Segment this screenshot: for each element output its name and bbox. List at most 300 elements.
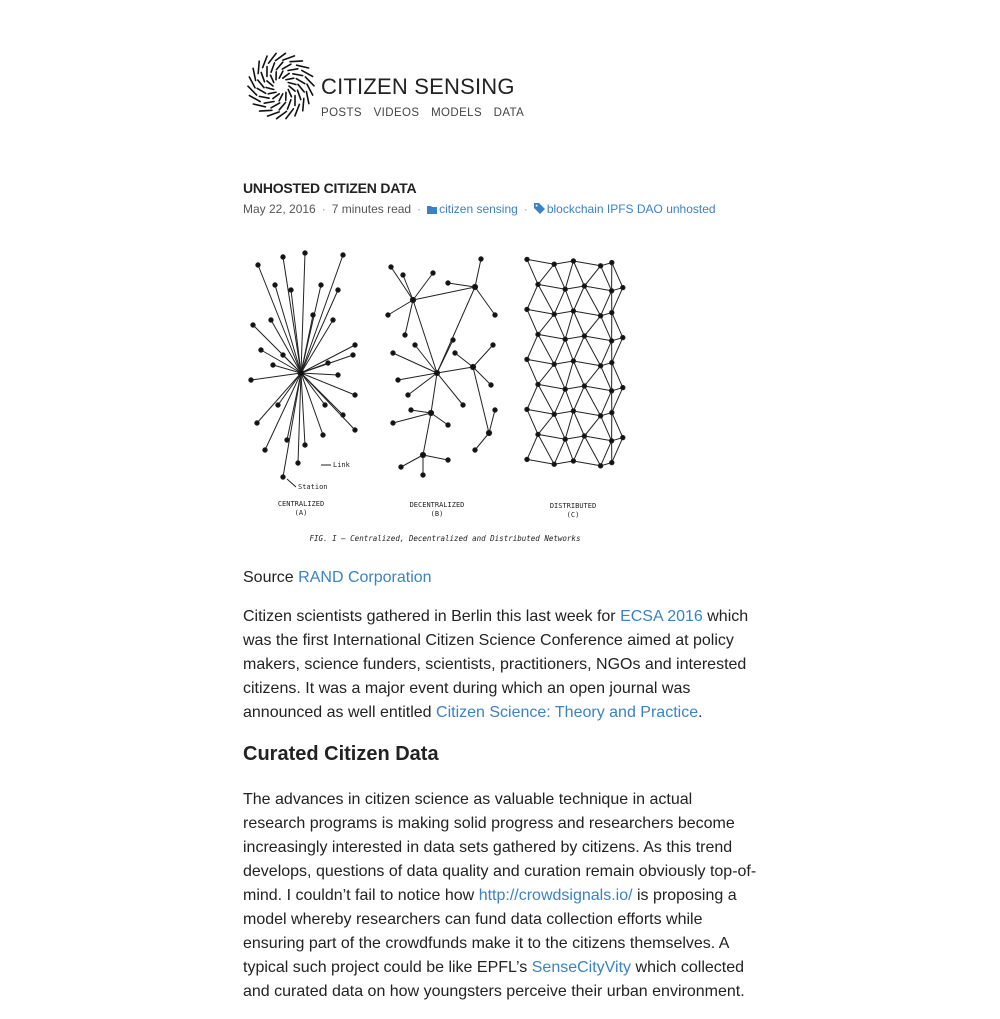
decentralized-label: DECENTRALIZED <box>410 501 465 509</box>
network-node <box>473 448 477 452</box>
meta-separator: · <box>417 202 421 216</box>
network-link <box>423 413 431 455</box>
network-link <box>527 359 538 384</box>
paragraph-text: which was the first International Citizen Science Conference aimed at policy makers, science funders, scientists, practitioners, NGOs and interested citizens. It was a major event during which an open journal was announced as well entitled <box>243 608 748 721</box>
logo-stroke <box>286 109 294 119</box>
network-node <box>336 373 340 377</box>
network-node <box>621 335 625 339</box>
network-node <box>493 313 497 317</box>
network-link <box>554 311 573 314</box>
network-node <box>582 334 586 338</box>
logo-stroke <box>266 87 274 89</box>
logo-stroke <box>253 68 255 80</box>
network-link <box>391 267 413 300</box>
network-link <box>538 314 554 334</box>
logo-stroke <box>264 101 274 103</box>
network-node <box>353 428 357 432</box>
category-link[interactable] <box>427 202 518 216</box>
network-link <box>601 366 612 391</box>
network-node <box>598 464 602 468</box>
network-node <box>336 288 340 292</box>
network-link <box>398 373 437 380</box>
network-node <box>446 281 450 285</box>
network-link <box>431 413 448 425</box>
network-node <box>303 443 307 447</box>
link-label: Link <box>333 461 351 469</box>
network-node <box>609 289 613 293</box>
network-link <box>565 289 573 311</box>
logo-stroke <box>283 56 295 60</box>
network-node <box>269 318 273 322</box>
network-link <box>584 286 611 291</box>
network-link <box>584 336 611 341</box>
meta-separator: · <box>322 202 326 216</box>
network-link <box>527 259 538 284</box>
network-hub <box>298 370 304 376</box>
logo-stroke <box>307 84 313 95</box>
network-node <box>421 473 425 477</box>
centralized-label: CENTRALIZED <box>278 500 324 508</box>
network-link <box>565 411 573 439</box>
network-hub <box>428 410 433 415</box>
network-link <box>527 359 554 364</box>
network-node <box>610 260 614 264</box>
nav-item-data[interactable]: DATA <box>494 107 525 119</box>
paragraph-text: The advances in citizen science as valuable technique in actual research programs is making solid progress and researchers become increasingly interested in data sets gathered by citizens. As this trend develops, questions of data quality and curation remain obviously top-of-mind. I couldn’t fail to notice how <box>243 791 756 904</box>
network-node <box>571 459 575 463</box>
network-node <box>391 421 395 425</box>
network-link <box>554 439 565 464</box>
figure-caption: FIG. I — Centralized, Decentralized and Distributed Networks <box>310 534 581 543</box>
network-link <box>601 316 612 341</box>
network-node <box>552 262 556 266</box>
nav-item-models[interactable]: MODELS <box>431 107 482 119</box>
network-hub <box>486 430 491 435</box>
network-link <box>527 334 538 359</box>
logo-stroke <box>249 77 255 88</box>
network-link <box>527 384 538 409</box>
network-link <box>573 411 584 436</box>
network-link <box>573 286 584 311</box>
network-link <box>584 316 600 336</box>
network-node <box>621 435 625 439</box>
tags-link[interactable] <box>534 202 716 216</box>
logo-stroke <box>268 92 276 94</box>
network-link <box>301 373 338 375</box>
folder-icon <box>427 205 437 214</box>
paragraph-text: which collected and curated data on how youngsters perceive their urban environment. <box>243 959 745 1000</box>
network-link <box>565 311 573 339</box>
network-node <box>609 339 613 343</box>
network-link <box>251 373 301 380</box>
source-line <box>243 566 758 590</box>
logo-stroke <box>288 69 298 71</box>
network-node <box>446 423 450 427</box>
network-link <box>437 340 453 373</box>
logo-stroke <box>295 104 299 116</box>
section-heading: Curated Citizen Data <box>243 740 758 768</box>
network-link <box>473 345 493 367</box>
network-node <box>273 283 277 287</box>
network-link <box>565 436 584 439</box>
network-node <box>563 337 567 341</box>
network-node <box>536 382 540 386</box>
network-link <box>554 314 565 339</box>
network-link <box>612 413 623 438</box>
network-node <box>536 282 540 286</box>
logo-stroke <box>303 98 304 110</box>
network-link <box>554 261 573 264</box>
paragraph-text: . <box>698 704 702 721</box>
network-link <box>538 434 554 464</box>
logo-stroke <box>290 61 302 62</box>
station-label: Station <box>298 483 328 491</box>
centralized-sub: (A) <box>295 509 308 517</box>
network-node <box>525 457 529 461</box>
network-node <box>453 351 457 355</box>
network-hub <box>420 452 425 457</box>
network-node <box>319 283 323 287</box>
network-node <box>610 360 614 364</box>
network-link <box>473 367 489 433</box>
network-link <box>573 436 584 461</box>
network-node <box>571 359 575 363</box>
distributed-label: DISTRIBUTED <box>550 502 596 510</box>
network-link <box>527 309 554 314</box>
network-link <box>573 461 600 466</box>
network-link <box>612 263 623 288</box>
network-node <box>571 309 575 313</box>
network-link <box>401 455 423 467</box>
network-link <box>584 266 600 286</box>
tags-label: blockchain IPFS DAO unhosted <box>547 202 716 216</box>
distributed-sub: (C) <box>567 511 580 519</box>
decentralized-network <box>386 257 497 477</box>
post-date: May 22, 2016 <box>243 202 316 216</box>
citizen-sensing-logo[interactable] <box>243 50 319 122</box>
network-node <box>413 343 417 347</box>
network-node <box>281 255 285 259</box>
network-link <box>554 389 565 414</box>
network-link <box>565 261 573 289</box>
logo-stroke <box>273 94 279 99</box>
network-node <box>571 259 575 263</box>
logo-stroke <box>282 64 291 69</box>
network-node <box>351 353 355 357</box>
network-link <box>573 386 584 411</box>
network-node <box>598 314 602 318</box>
network-link <box>413 287 475 300</box>
centralized-network <box>249 251 357 487</box>
network-link <box>573 336 584 361</box>
network-node <box>331 318 335 322</box>
network-link <box>538 384 565 389</box>
network-node <box>323 403 327 407</box>
network-link <box>527 309 538 334</box>
network-link <box>573 261 584 286</box>
logo-stroke <box>271 75 274 82</box>
network-link <box>489 410 495 433</box>
network-node <box>525 407 529 411</box>
logo-stroke <box>253 104 265 107</box>
network-node <box>536 332 540 336</box>
logo-stroke <box>271 63 274 72</box>
post-title: UNHOSTED CITIZEN DATA <box>243 180 416 196</box>
source-prefix: Source <box>243 569 294 586</box>
logo-stroke <box>293 74 303 76</box>
site-header <box>243 50 758 125</box>
network-node <box>598 364 602 368</box>
network-types-figure <box>243 245 643 550</box>
network-link <box>423 455 448 460</box>
network-link <box>431 373 437 413</box>
network-link <box>565 336 584 339</box>
network-link <box>573 261 600 266</box>
network-link <box>388 300 413 315</box>
network-node <box>493 408 497 412</box>
network-node <box>563 387 567 391</box>
post-meta <box>243 202 716 216</box>
logo-stroke <box>271 103 280 108</box>
network-link <box>437 367 473 373</box>
network-node <box>582 284 586 288</box>
network-node <box>281 353 285 357</box>
network-link <box>554 289 565 314</box>
network-link <box>565 389 573 411</box>
network-link <box>301 355 353 373</box>
network-node <box>552 362 556 366</box>
network-link <box>265 373 301 450</box>
network-node <box>446 458 450 462</box>
network-node <box>285 438 289 442</box>
sensecityvity-link[interactable]: SenseCityVity <box>532 959 631 976</box>
network-node <box>296 461 300 465</box>
network-node <box>353 343 357 347</box>
network-node <box>582 434 586 438</box>
logo-stroke <box>288 83 296 85</box>
network-node <box>353 393 357 397</box>
network-node <box>621 385 625 389</box>
network-link <box>393 353 437 373</box>
network-link <box>283 257 301 373</box>
network-link <box>538 334 554 364</box>
journal-link[interactable]: Citizen Science: Theory and Practice <box>436 704 698 721</box>
network-link <box>475 287 495 315</box>
network-link <box>573 361 584 386</box>
network-link <box>573 361 600 366</box>
station-pointer <box>287 479 296 487</box>
network-node <box>451 338 455 342</box>
network-link <box>573 411 600 416</box>
distributed-network <box>525 257 625 468</box>
network-link <box>408 373 437 395</box>
logo-stroke <box>279 94 283 101</box>
tag-icon <box>534 203 545 214</box>
network-link <box>448 283 475 287</box>
network-link <box>554 411 573 414</box>
network-link <box>527 259 554 264</box>
network-link <box>301 290 338 373</box>
network-link <box>475 259 481 287</box>
network-node <box>582 384 586 388</box>
network-node <box>281 475 285 479</box>
network-link <box>301 373 355 430</box>
network-node <box>409 408 413 412</box>
network-node <box>598 414 602 418</box>
rand-corporation-link[interactable]: RAND Corporation <box>298 569 431 586</box>
network-link <box>554 461 573 464</box>
logo-stroke <box>286 78 294 80</box>
network-link <box>527 459 554 464</box>
network-hub <box>472 284 477 289</box>
network-link <box>527 409 554 414</box>
network-link <box>455 353 473 367</box>
network-link <box>538 284 554 314</box>
network-link <box>473 367 491 385</box>
network-node <box>249 378 253 382</box>
network-link <box>527 284 538 309</box>
network-node <box>489 383 493 387</box>
logo-stroke <box>267 112 279 116</box>
network-link <box>584 366 600 386</box>
network-link <box>612 313 623 338</box>
paragraph-curated <box>243 788 758 1004</box>
network-link <box>554 339 565 364</box>
network-node <box>479 257 483 261</box>
logo-stroke <box>298 84 304 92</box>
network-link <box>584 386 611 391</box>
ecsa-2016-link[interactable]: ECSA 2016 <box>620 608 703 625</box>
network-hub <box>410 297 415 302</box>
network-node <box>563 287 567 291</box>
network-node <box>403 333 407 337</box>
network-node <box>389 265 393 269</box>
network-node <box>609 439 613 443</box>
logo-stroke <box>279 71 283 78</box>
network-node <box>251 323 255 327</box>
meta-separator: · <box>524 202 528 216</box>
paragraph-text: is proposing a model whereby researchers can fund data collection efforts while ensuring part of the crowdfunds make it to the citizens themselves. A typical such project could be like EPFL’s <box>243 887 737 976</box>
logo-stroke <box>261 72 264 81</box>
network-link <box>437 373 463 405</box>
network-node <box>399 465 403 469</box>
logo-stroke <box>283 73 289 78</box>
network-node <box>552 312 556 316</box>
network-node <box>396 378 400 382</box>
logo-stroke <box>269 53 277 63</box>
site-title[interactable]: CITIZEN SENSING <box>321 74 515 100</box>
logo-stroke <box>260 110 272 111</box>
network-link <box>584 336 600 366</box>
network-link <box>601 416 612 441</box>
network-link <box>565 386 584 389</box>
network-link <box>538 334 565 339</box>
network-node <box>525 357 529 361</box>
network-link <box>527 434 538 459</box>
logo-stroke <box>263 56 267 68</box>
logo-stroke <box>258 61 259 73</box>
network-node <box>609 389 613 393</box>
network-link <box>565 339 573 361</box>
network-link <box>573 311 584 336</box>
logo-stroke <box>288 89 291 96</box>
network-node <box>256 263 260 267</box>
logo-stroke <box>289 86 295 91</box>
network-node <box>571 409 575 413</box>
network-link <box>584 286 600 316</box>
network-link <box>393 413 431 423</box>
network-link <box>601 266 612 291</box>
network-link <box>527 409 538 434</box>
category-label: citizen sensing <box>439 202 518 216</box>
network-node <box>289 288 293 292</box>
network-node <box>311 313 315 317</box>
network-node <box>386 313 390 317</box>
network-hub <box>434 370 439 375</box>
read-time: 7 minutes read <box>332 202 411 216</box>
network-node <box>259 348 263 352</box>
network-link <box>413 300 437 373</box>
network-link <box>612 363 623 388</box>
network-node <box>563 437 567 441</box>
network-node <box>598 264 602 268</box>
network-link <box>573 311 600 316</box>
network-link <box>475 433 489 450</box>
network-link <box>538 434 565 439</box>
network-link <box>415 345 437 373</box>
network-node <box>552 412 556 416</box>
network-link <box>554 361 573 364</box>
logo-stroke <box>296 79 305 84</box>
network-node <box>552 462 556 466</box>
network-link <box>538 284 565 289</box>
decentralized-sub: (B) <box>431 510 444 518</box>
network-link <box>565 439 573 461</box>
network-node <box>391 351 395 355</box>
network-node <box>401 273 405 277</box>
network-link <box>584 436 600 466</box>
network-hub <box>470 364 475 369</box>
crowdsignals-link[interactable]: http://crowdsignals.io/ <box>479 887 633 904</box>
network-node <box>341 253 345 257</box>
nav-item-posts[interactable]: POSTS <box>321 107 362 119</box>
network-node <box>536 432 540 436</box>
logo-stroke <box>297 90 300 99</box>
network-link <box>565 361 573 389</box>
network-node <box>610 460 614 464</box>
network-node <box>621 285 625 289</box>
network-node <box>461 403 465 407</box>
network-node <box>406 393 410 397</box>
nav-item-videos[interactable]: VIDEOS <box>374 107 420 119</box>
network-node <box>610 410 614 414</box>
network-link <box>554 414 565 439</box>
paragraph-text: Citizen scientists gathered in Berlin this last week for <box>243 608 620 625</box>
network-link <box>554 264 565 289</box>
network-link <box>584 436 611 441</box>
network-node <box>525 307 529 311</box>
logo-stroke <box>306 92 308 104</box>
post-body <box>243 566 758 1019</box>
network-link <box>584 386 600 416</box>
network-link <box>538 414 554 434</box>
logo-stroke <box>267 81 273 86</box>
network-node <box>525 257 529 261</box>
network-node <box>263 448 267 452</box>
network-node <box>491 343 495 347</box>
logo-stroke <box>297 65 309 68</box>
logo-stroke <box>258 80 264 88</box>
